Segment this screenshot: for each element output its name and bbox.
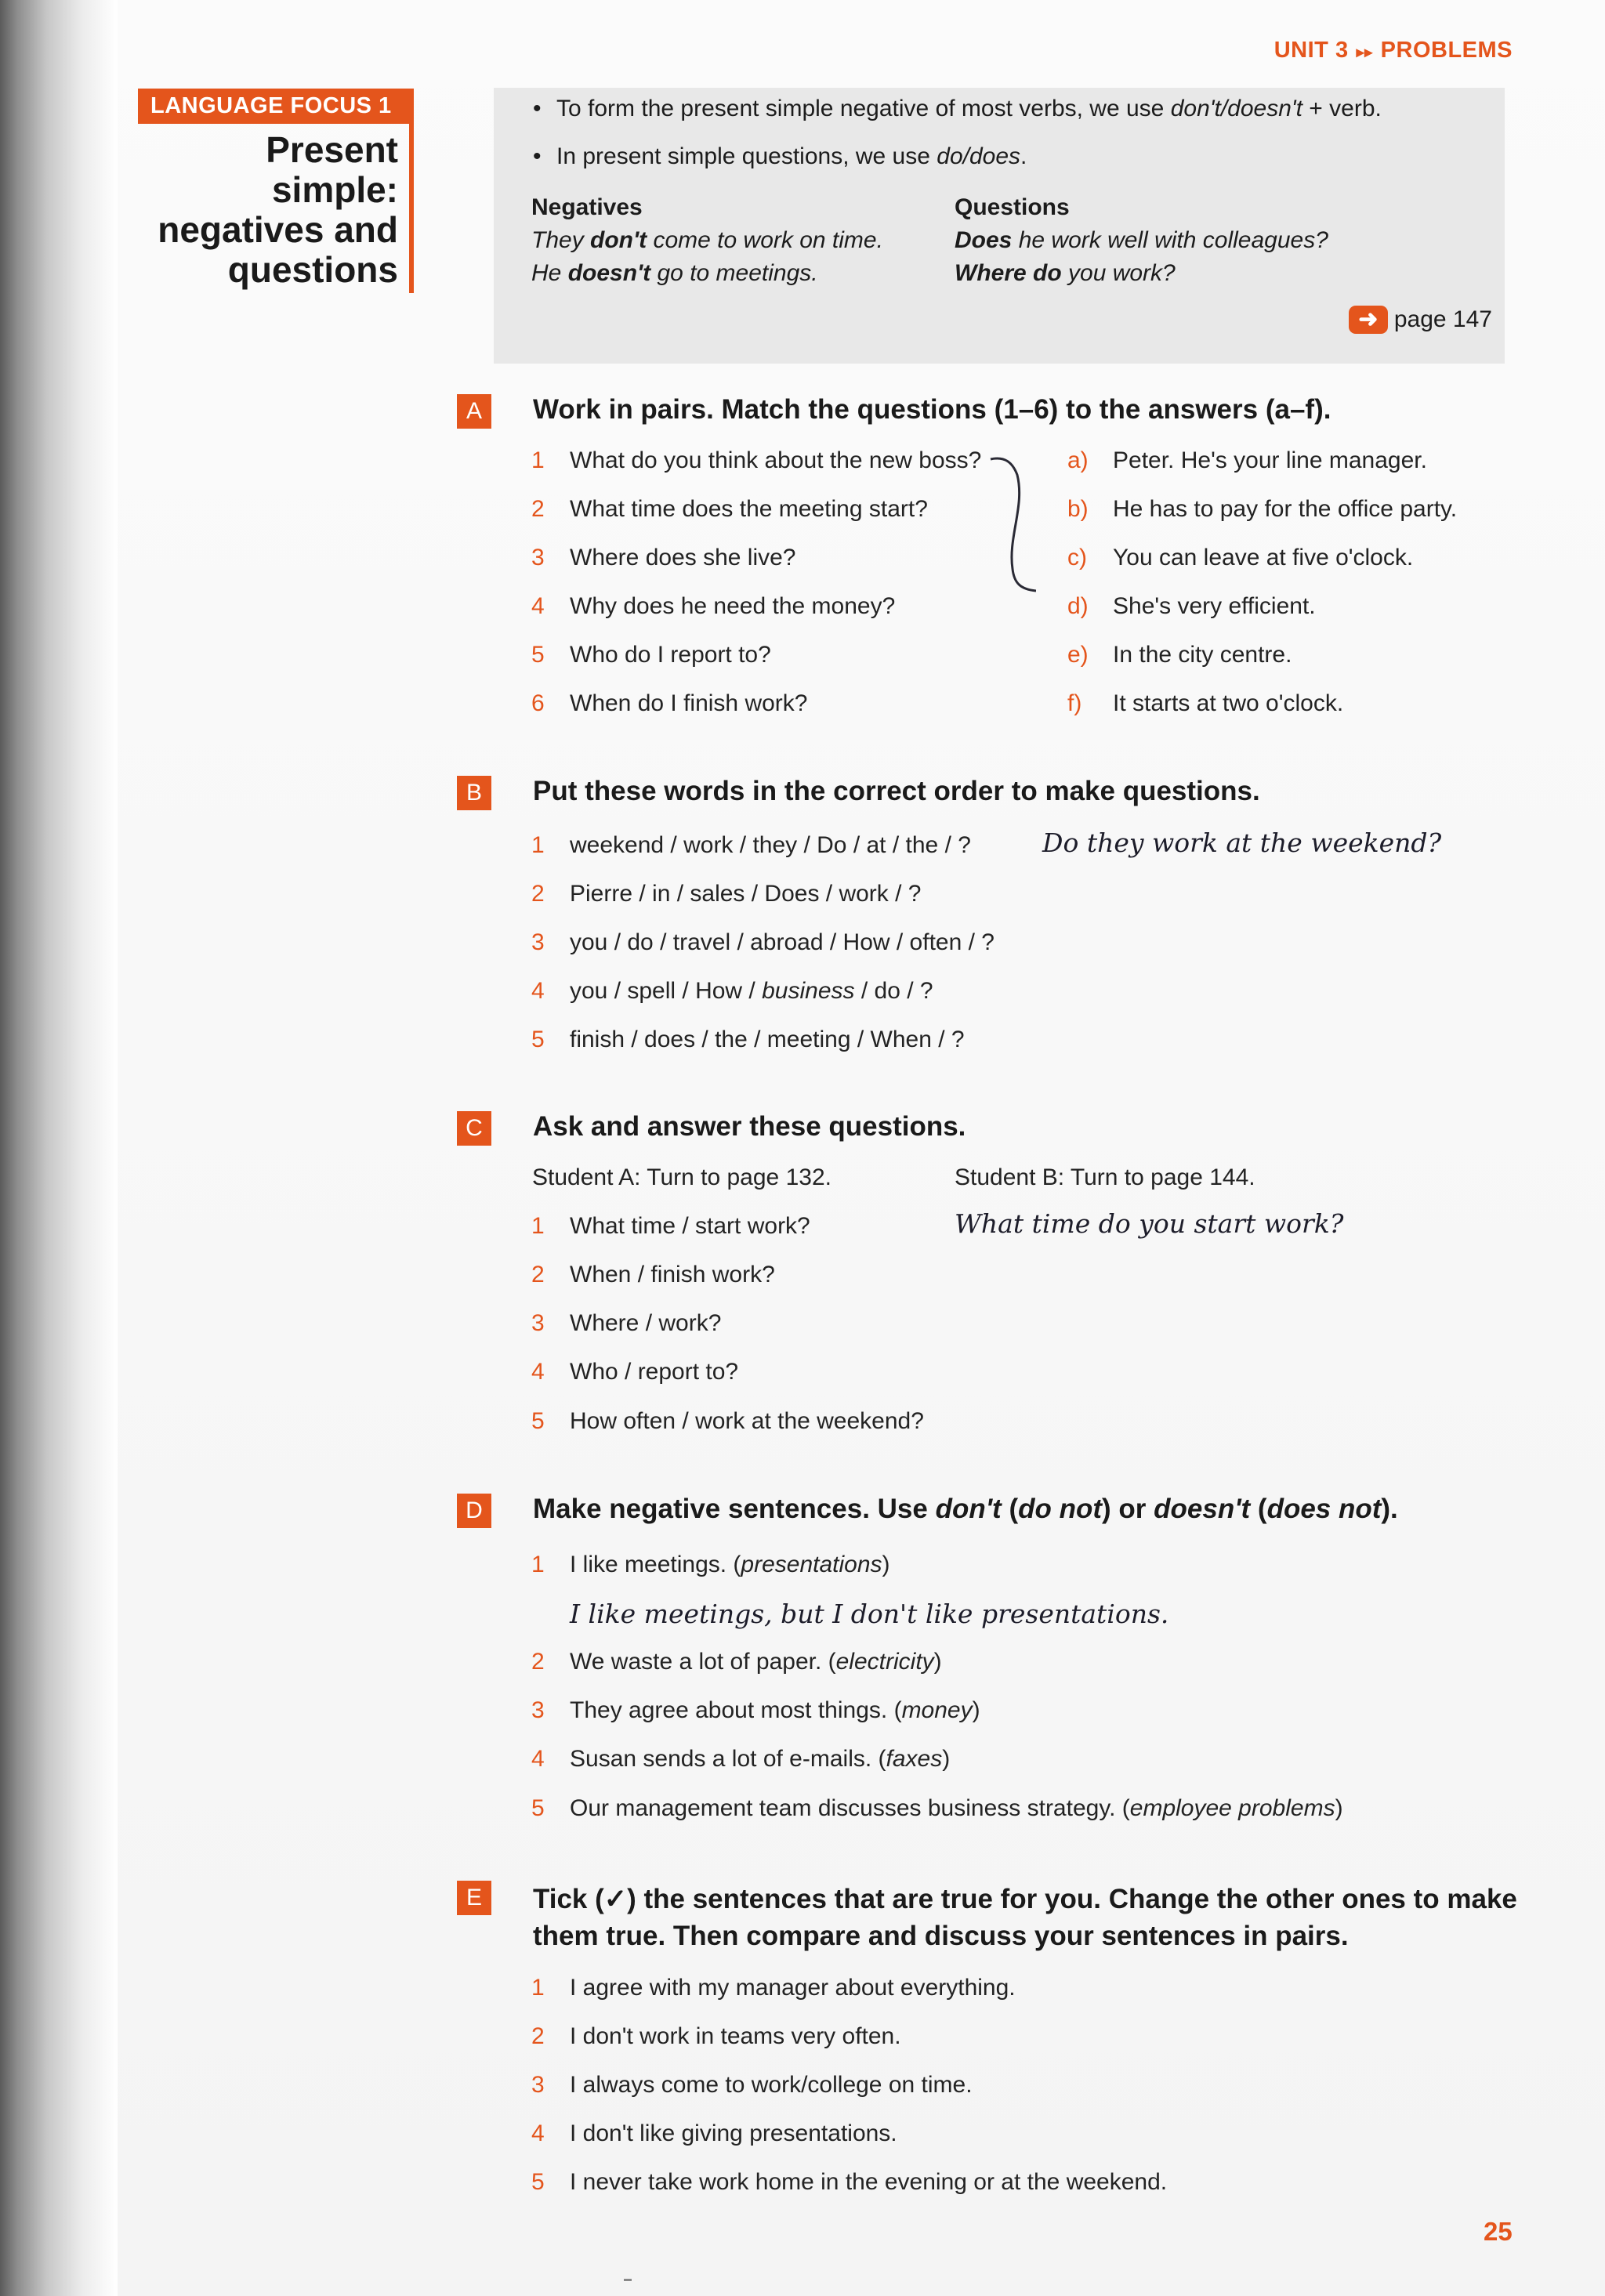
- language-focus-title: [138, 124, 414, 293]
- section-b-title: Put these words in the correct order to make questions.: [533, 776, 1260, 806]
- bullet-icon: •: [533, 96, 542, 121]
- scan-mark: [624, 2279, 632, 2281]
- unit-label: UNIT 3: [1273, 38, 1349, 63]
- negative-example: He doesn't go to meetings.: [531, 260, 818, 286]
- item-number: 1: [531, 1552, 545, 1577]
- arrow-right-icon: ➜: [1349, 306, 1388, 334]
- title-line: negatives and: [158, 209, 398, 250]
- item-number: 4: [531, 593, 545, 619]
- page-number: 25: [1484, 2217, 1513, 2246]
- handwritten-answer: What time do you start work?: [955, 1208, 1344, 1239]
- book-spine-shadow: [0, 0, 118, 2296]
- answer-letter: e): [1067, 642, 1089, 668]
- section-d-badge: D: [457, 1494, 491, 1528]
- question-prompt: Where / work?: [570, 1310, 722, 1336]
- running-header: [1223, 38, 1513, 63]
- item-number: 4: [531, 1746, 545, 1772]
- word-order-prompt: Pierre / in / sales / Does / work / ?: [570, 881, 922, 907]
- match-question: Where does she live?: [570, 545, 796, 570]
- question-example: Does he work well with colleagues?: [955, 227, 1328, 253]
- negative-example: They don't come to work on time.: [531, 227, 883, 253]
- title-line: questions: [227, 249, 398, 290]
- negatives-heading: Negatives: [531, 194, 643, 220]
- grammar-bullet: • In present simple questions, we use do/does.: [533, 143, 1027, 169]
- item-number: 1: [531, 1975, 545, 2001]
- questions-heading: Questions: [955, 194, 1070, 220]
- question-prompt: When / finish work?: [570, 1262, 775, 1287]
- section-a-badge: A: [457, 394, 491, 429]
- item-number: 5: [531, 642, 545, 668]
- item-number: 5: [531, 1027, 545, 1052]
- question-prompt: What time / start work?: [570, 1213, 810, 1239]
- sentence-prompt: Susan sends a lot of e-mails. (faxes): [570, 1746, 951, 1772]
- word-order-prompt: you / spell / How / business / do / ?: [570, 978, 933, 1004]
- sentence-prompt: We waste a lot of paper. (electricity): [570, 1649, 942, 1675]
- item-number: 3: [531, 1697, 545, 1723]
- student-b-instruction: Student B: Turn to page 144.: [955, 1164, 1255, 1190]
- match-question: Why does he need the money?: [570, 593, 896, 619]
- match-answer: Peter. He's your line manager.: [1113, 447, 1427, 473]
- item-number: 4: [531, 1359, 545, 1385]
- item-number: 1: [531, 447, 545, 473]
- sentence-prompt: They agree about most things. (money): [570, 1697, 980, 1723]
- match-question: What time does the meeting start?: [570, 496, 928, 522]
- item-number: 3: [531, 929, 545, 955]
- answer-letter: a): [1067, 447, 1089, 473]
- statement: I always come to work/college on time.: [570, 2072, 973, 2098]
- unit-section-label: PROBLEMS: [1380, 38, 1513, 63]
- grammar-bullet: • To form the present simple negative of most verbs, we use don't/doesn't + verb.: [533, 96, 1382, 121]
- question-example: Where do you work?: [955, 260, 1176, 286]
- section-e-title: Tick (✓) the sentences that are true for you. Change the other ones to make them true. Then compare and discuss your sentences in pairs.: [533, 1884, 1517, 1951]
- match-question: What do you think about the new boss?: [570, 447, 982, 473]
- title-line: Present simple:: [266, 129, 398, 210]
- answer-letter: b): [1067, 496, 1089, 522]
- negatives-column: [531, 191, 883, 290]
- question-prompt: How often / work at the weekend?: [570, 1408, 924, 1434]
- language-focus-tag: LANGUAGE FOCUS 1: [138, 89, 414, 124]
- handdrawn-match-line: [989, 451, 1036, 608]
- answer-letter: c): [1067, 545, 1087, 570]
- answer-letter: f): [1067, 690, 1082, 716]
- match-answer: You can leave at five o'clock.: [1113, 545, 1414, 570]
- item-number: 2: [531, 1649, 545, 1675]
- section-d-title: Make negative sentences. Use don't (do not) or doesn't (does not).: [533, 1494, 1398, 1524]
- item-number: 6: [531, 690, 545, 716]
- answer-letter: d): [1067, 593, 1089, 619]
- item-number: 1: [531, 832, 545, 858]
- statement: I don't like giving presentations.: [570, 2120, 897, 2146]
- item-number: 4: [531, 2120, 545, 2146]
- item-number: 2: [531, 2023, 545, 2049]
- match-question: When do I finish work?: [570, 690, 808, 716]
- section-c-title: Ask and answer these questions.: [533, 1111, 966, 1142]
- word-order-prompt: finish / does / the / meeting / When / ?: [570, 1027, 965, 1052]
- item-number: 2: [531, 1262, 545, 1287]
- double-arrow-icon: ▸▸: [1356, 44, 1373, 61]
- item-number: 3: [531, 2072, 545, 2098]
- word-order-prompt: you / do / travel / abroad / How / often / ?: [570, 929, 995, 955]
- student-a-instruction: Student A: Turn to page 132.: [532, 1164, 831, 1190]
- match-answer: It starts at two o'clock.: [1113, 690, 1344, 716]
- item-number: 5: [531, 1408, 545, 1434]
- section-e-badge: E: [457, 1881, 491, 1915]
- item-number: 3: [531, 1310, 545, 1336]
- handwritten-answer: Do they work at the weekend?: [1042, 828, 1442, 858]
- section-c-badge: C: [457, 1111, 491, 1146]
- section-a-title: Work in pairs. Match the questions (1–6) to the answers (a–f).: [533, 394, 1331, 425]
- item-number: 4: [531, 978, 545, 1004]
- match-question: Who do I report to?: [570, 642, 771, 668]
- match-answer: In the city centre.: [1113, 642, 1292, 668]
- statement: I don't work in teams very often.: [570, 2023, 901, 2049]
- item-number: 5: [531, 1795, 545, 1821]
- section-b-badge: B: [457, 776, 491, 810]
- language-focus-heading: [138, 89, 414, 293]
- statement: I never take work home in the evening or at the weekend.: [570, 2169, 1168, 2195]
- question-prompt: Who / report to?: [570, 1359, 739, 1385]
- sentence-prompt: I like meetings. (presentations): [570, 1552, 890, 1577]
- sentence-prompt: Our management team discusses business strategy. (employee problems): [570, 1795, 1343, 1821]
- page-reference: page 147: [1393, 306, 1492, 332]
- item-number: 2: [531, 496, 545, 522]
- word-order-prompt: weekend / work / they / Do / at / the / ?: [570, 832, 971, 858]
- questions-column: [955, 191, 1328, 290]
- item-number: 3: [531, 545, 545, 570]
- bullet-icon: •: [533, 143, 542, 169]
- item-number: 1: [531, 1213, 545, 1239]
- handwritten-answer: I like meetings, but I don't like presentations.: [570, 1599, 1169, 1629]
- grammar-reference-link[interactable]: [1349, 306, 1492, 334]
- match-answer: She's very efficient.: [1113, 593, 1316, 619]
- item-number: 2: [531, 881, 545, 907]
- grammar-box: [494, 88, 1505, 364]
- match-answer: He has to pay for the office party.: [1113, 496, 1458, 522]
- statement: I agree with my manager about everything.: [570, 1975, 1016, 2001]
- item-number: 5: [531, 2169, 545, 2195]
